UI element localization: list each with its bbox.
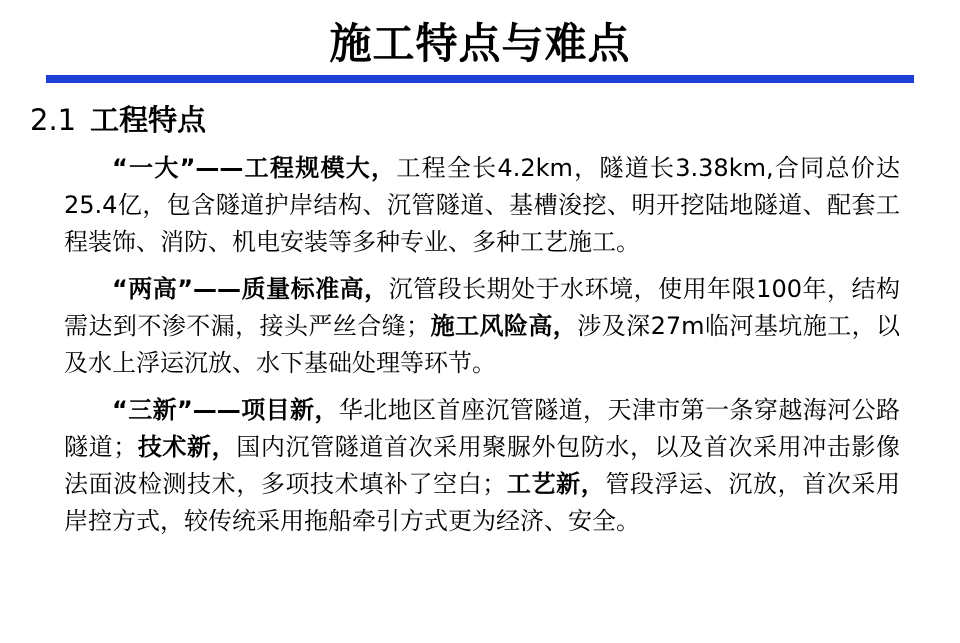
paragraph-text: 国内沉管隧道首次采用聚脲外包防水，以及首次采用冲击影像法面波检测技术，多项技术填补了空白； bbox=[64, 433, 901, 498]
paragraph-text: 华北地区首座沉管隧道，天津市第一条穿越海河公路隧道； bbox=[64, 396, 901, 461]
paragraph-text: 管段浮运、沉放，首次采用岸控方式，较传统采用拖船牵引方式更为经济、安全。 bbox=[64, 470, 901, 535]
section-title: 工程特点 bbox=[90, 103, 207, 137]
paragraph-two-high bbox=[64, 271, 900, 382]
paragraph-lead: “两高”——质量标准高， bbox=[112, 275, 389, 303]
body-content bbox=[64, 150, 900, 550]
section-number: 2.1 bbox=[30, 103, 77, 137]
title-underline bbox=[46, 75, 914, 83]
paragraph-lead: “三新”——项目新， bbox=[112, 396, 339, 424]
section-heading bbox=[30, 100, 206, 140]
page-title: 施工特点与难点 bbox=[329, 19, 631, 68]
paragraph-three-new bbox=[64, 392, 900, 540]
paragraph-lead: “一大”——工程规模大， bbox=[112, 154, 397, 182]
paragraph-text: 工程全长4.2km，隧道长3.38km,合同总价达25.4亿，包含隧道护岸结构、沉管隧道、基槽浚挖、明开挖陆地隧道、配套工程装饰、消防、机电安装等多种专业、多种工艺施工。 bbox=[64, 154, 900, 256]
paragraph-highlight: 工艺新， bbox=[506, 470, 606, 498]
paragraph-highlight: 技术新， bbox=[137, 433, 237, 461]
paragraph-highlight: 施工风险高， bbox=[430, 312, 578, 340]
paragraph-text: 沉管段长期处于水环境，使用年限100年，结构需达到不渗不漏，接头严丝合缝； bbox=[64, 275, 901, 340]
paragraph-one-big bbox=[64, 150, 900, 261]
paragraph-text: 涉及深27m临河基坑施工，以及水上浮运沉放、水下基础处理等环节。 bbox=[64, 312, 901, 377]
